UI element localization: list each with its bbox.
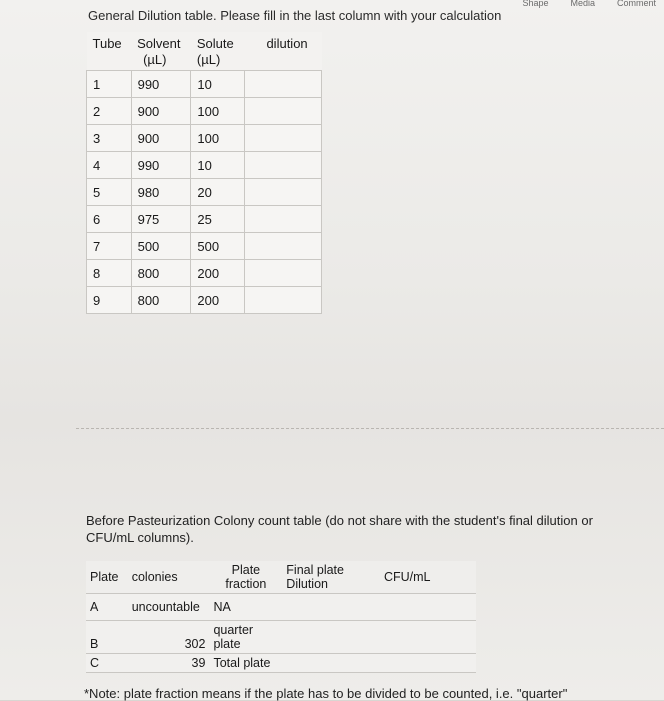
header-solute bbox=[191, 32, 245, 71]
dilution-input-cell[interactable] bbox=[244, 125, 321, 152]
header-solvent-unit: (µL) bbox=[143, 52, 167, 67]
cfu-input-cell[interactable] bbox=[380, 621, 476, 654]
header-final-line2: Dilution bbox=[286, 577, 328, 591]
plate-cell: B bbox=[86, 621, 128, 654]
solute-cell: 200 bbox=[191, 260, 245, 287]
table-row bbox=[87, 125, 322, 152]
tube-cell: 2 bbox=[87, 98, 132, 125]
fraction-line1: Total plate bbox=[213, 656, 271, 670]
solvent-cell: 500 bbox=[131, 233, 191, 260]
table-row bbox=[87, 233, 322, 260]
header-solvent-label: Solvent bbox=[137, 36, 181, 51]
header-plate-fraction bbox=[209, 561, 282, 594]
solvent-cell: 900 bbox=[131, 98, 191, 125]
header-solute-unit: (µL) bbox=[196, 52, 221, 67]
table-row bbox=[87, 179, 322, 206]
dilution-input-cell[interactable] bbox=[244, 98, 321, 125]
fraction-cell bbox=[209, 594, 282, 621]
tube-cell: 7 bbox=[87, 233, 132, 260]
tube-cell: 8 bbox=[87, 260, 132, 287]
solvent-cell: 990 bbox=[131, 71, 191, 98]
fraction-line1: NA bbox=[213, 600, 231, 614]
colony-count-table bbox=[86, 561, 476, 673]
solute-cell: 100 bbox=[191, 98, 245, 125]
solute-cell: 500 bbox=[191, 233, 245, 260]
colonies-cell: 302 bbox=[128, 621, 210, 654]
table-row bbox=[87, 206, 322, 233]
dilution-table-title: General Dilution table. Please fill in the last column with your calculation bbox=[88, 8, 502, 23]
solvent-cell: 800 bbox=[131, 287, 191, 314]
header-tube-label: Tube bbox=[92, 36, 122, 51]
toolbar-shape-button[interactable]: Shape bbox=[522, 0, 549, 8]
final-dilution-input-cell[interactable] bbox=[282, 594, 380, 621]
header-dilution bbox=[244, 32, 321, 71]
dilution-input-cell[interactable] bbox=[244, 260, 321, 287]
dilution-table bbox=[86, 32, 322, 314]
cfu-input-cell[interactable] bbox=[380, 594, 476, 621]
plate-cell: C bbox=[86, 654, 128, 673]
table-row bbox=[86, 594, 476, 621]
header-solute-label: Solute bbox=[196, 36, 234, 51]
header-solvent bbox=[131, 32, 191, 71]
fraction-cell bbox=[209, 621, 282, 654]
solvent-cell: 990 bbox=[131, 152, 191, 179]
solute-cell: 20 bbox=[191, 179, 245, 206]
table-row bbox=[86, 654, 476, 673]
tube-cell: 6 bbox=[87, 206, 132, 233]
table-row bbox=[87, 98, 322, 125]
fraction-line1: quarter bbox=[213, 623, 254, 637]
dilution-table-header bbox=[87, 32, 322, 71]
dilution-input-cell[interactable] bbox=[244, 287, 321, 314]
solute-cell: 200 bbox=[191, 287, 245, 314]
solvent-cell: 900 bbox=[131, 125, 191, 152]
tube-cell: 4 bbox=[87, 152, 132, 179]
header-fraction-line1: Plate bbox=[231, 563, 261, 577]
table-row bbox=[86, 621, 476, 654]
plate-fraction-note: *Note: plate fraction means if the plate has to be divided to be counted, i.e. "quarter" bbox=[84, 686, 568, 701]
final-dilution-input-cell[interactable] bbox=[282, 654, 380, 673]
tube-cell: 1 bbox=[87, 71, 132, 98]
toolbar-media-button[interactable]: Media bbox=[570, 0, 595, 8]
dilution-input-cell[interactable] bbox=[244, 233, 321, 260]
solvent-cell: 980 bbox=[131, 179, 191, 206]
tube-cell: 3 bbox=[87, 125, 132, 152]
final-dilution-input-cell[interactable] bbox=[282, 621, 380, 654]
header-final-dilution bbox=[282, 561, 380, 594]
header-plate: Plate bbox=[86, 561, 128, 594]
solvent-cell: 800 bbox=[131, 260, 191, 287]
header-dilution-label: dilution bbox=[266, 36, 308, 51]
solvent-cell: 975 bbox=[131, 206, 191, 233]
plate-cell: A bbox=[86, 594, 128, 621]
solute-cell: 10 bbox=[191, 152, 245, 179]
solute-cell: 100 bbox=[191, 125, 245, 152]
table-row bbox=[87, 260, 322, 287]
dilution-input-cell[interactable] bbox=[244, 71, 321, 98]
app-toolbar bbox=[522, 0, 656, 9]
colonies-cell: 39 bbox=[128, 654, 210, 673]
dilution-input-cell[interactable] bbox=[244, 152, 321, 179]
table-row bbox=[87, 152, 322, 179]
dilution-input-cell[interactable] bbox=[244, 179, 321, 206]
cfu-input-cell[interactable] bbox=[380, 654, 476, 673]
header-tube bbox=[87, 32, 132, 71]
colony-table-header bbox=[86, 561, 476, 594]
fraction-line2: plate bbox=[213, 637, 241, 651]
header-final-line1: Final plate bbox=[286, 563, 344, 577]
tube-cell: 5 bbox=[87, 179, 132, 206]
colony-table-title: Before Pasteurization Colony count table (do not share with the student's final dilution or CFU/mL columns). bbox=[86, 513, 593, 545]
header-fraction-line2: fraction bbox=[225, 577, 267, 591]
solute-cell: 10 bbox=[191, 71, 245, 98]
dilution-input-cell[interactable] bbox=[244, 206, 321, 233]
header-cfu: CFU/mL bbox=[380, 561, 476, 594]
table-row bbox=[87, 71, 322, 98]
page-divider bbox=[76, 428, 664, 430]
fraction-cell bbox=[209, 654, 282, 673]
toolbar-comment-button[interactable]: Comment bbox=[616, 0, 656, 8]
table-row bbox=[87, 287, 322, 314]
colonies-cell: uncountable bbox=[128, 594, 210, 621]
tube-cell: 9 bbox=[87, 287, 132, 314]
solute-cell: 25 bbox=[191, 206, 245, 233]
header-colonies: colonies bbox=[128, 561, 210, 594]
